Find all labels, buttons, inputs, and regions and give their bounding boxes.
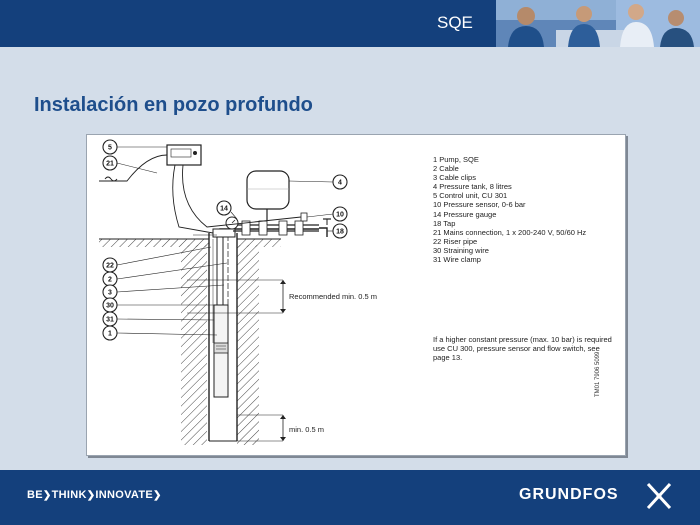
slogan-think: THINK bbox=[51, 489, 87, 501]
legend-item: 3 Cable clips bbox=[433, 173, 476, 183]
note-text: If a higher constant pressure (max. 10 bar) is required use CU 300, pressure sensor and flow switch, see page 13. bbox=[433, 335, 612, 363]
pressure-sensor bbox=[301, 213, 307, 221]
slogan-innovate: INNOVATE bbox=[95, 489, 153, 501]
slogan-be: BE bbox=[27, 489, 43, 501]
chevron-right-icon: ❯ bbox=[42, 490, 52, 501]
well-head bbox=[213, 229, 235, 237]
legend-list bbox=[433, 155, 586, 264]
callout-22-label: 22 bbox=[106, 262, 114, 270]
callout-4-label: 4 bbox=[338, 179, 342, 187]
legend-item: 1 Pump, SQE bbox=[433, 155, 479, 164]
legend-item: 4 Pressure tank, 8 litres bbox=[433, 182, 512, 192]
callout-18-label: 18 bbox=[336, 228, 344, 236]
top-bar bbox=[0, 0, 700, 47]
legend-item: 18 Tap bbox=[433, 218, 456, 228]
callout-1-label: 1 bbox=[108, 330, 112, 338]
soil-left bbox=[181, 245, 207, 445]
legend-item: 21 Mains connection, 1 x 200-240 V, 50/60 Hz bbox=[433, 227, 587, 237]
legend-item: 22 Riser pipe bbox=[433, 236, 478, 246]
tap bbox=[319, 228, 327, 237]
document-code: TM01 7906 5099 bbox=[595, 351, 601, 397]
dim-min-label: min. 0.5 m bbox=[289, 425, 325, 434]
callout-14-label: 14 bbox=[220, 205, 228, 213]
callout-30-label: 30 bbox=[106, 302, 114, 310]
bottom-bar bbox=[0, 470, 700, 525]
legend-item: 2 Cable bbox=[433, 164, 459, 174]
grundfos-x-icon bbox=[644, 480, 674, 517]
chevron-right-icon: ❯ bbox=[86, 490, 96, 501]
brand-name: GRUNDFOS bbox=[519, 486, 619, 503]
callout-31-label: 31 bbox=[106, 316, 114, 324]
callout-21-label: 21 bbox=[106, 160, 114, 168]
pressure-tank bbox=[247, 171, 289, 209]
chevron-right-icon: ❯ bbox=[152, 490, 162, 501]
slide-title: Instalación en pozo profundo bbox=[34, 94, 313, 116]
callout-2-label: 2 bbox=[108, 276, 112, 284]
legend-item: 30 Straining wire bbox=[433, 245, 489, 255]
product-label: SQE bbox=[437, 13, 473, 32]
dim-recommended-label: Recommended min. 0.5 m bbox=[289, 292, 377, 301]
legend-item: 14 Pressure gauge bbox=[433, 209, 497, 219]
callout-5-label: 5 bbox=[108, 144, 112, 152]
legend-item: 10 Pressure sensor, 0-6 bar bbox=[433, 200, 526, 210]
callout-3-label: 3 bbox=[108, 289, 112, 297]
callout-10-label: 10 bbox=[336, 211, 344, 219]
slogan bbox=[27, 489, 162, 501]
header-photo bbox=[496, 0, 700, 47]
installation-diagram bbox=[86, 134, 626, 456]
legend-item: 5 Control unit, CU 301 bbox=[433, 191, 508, 201]
legend-item: 31 Wire clamp bbox=[433, 255, 481, 265]
